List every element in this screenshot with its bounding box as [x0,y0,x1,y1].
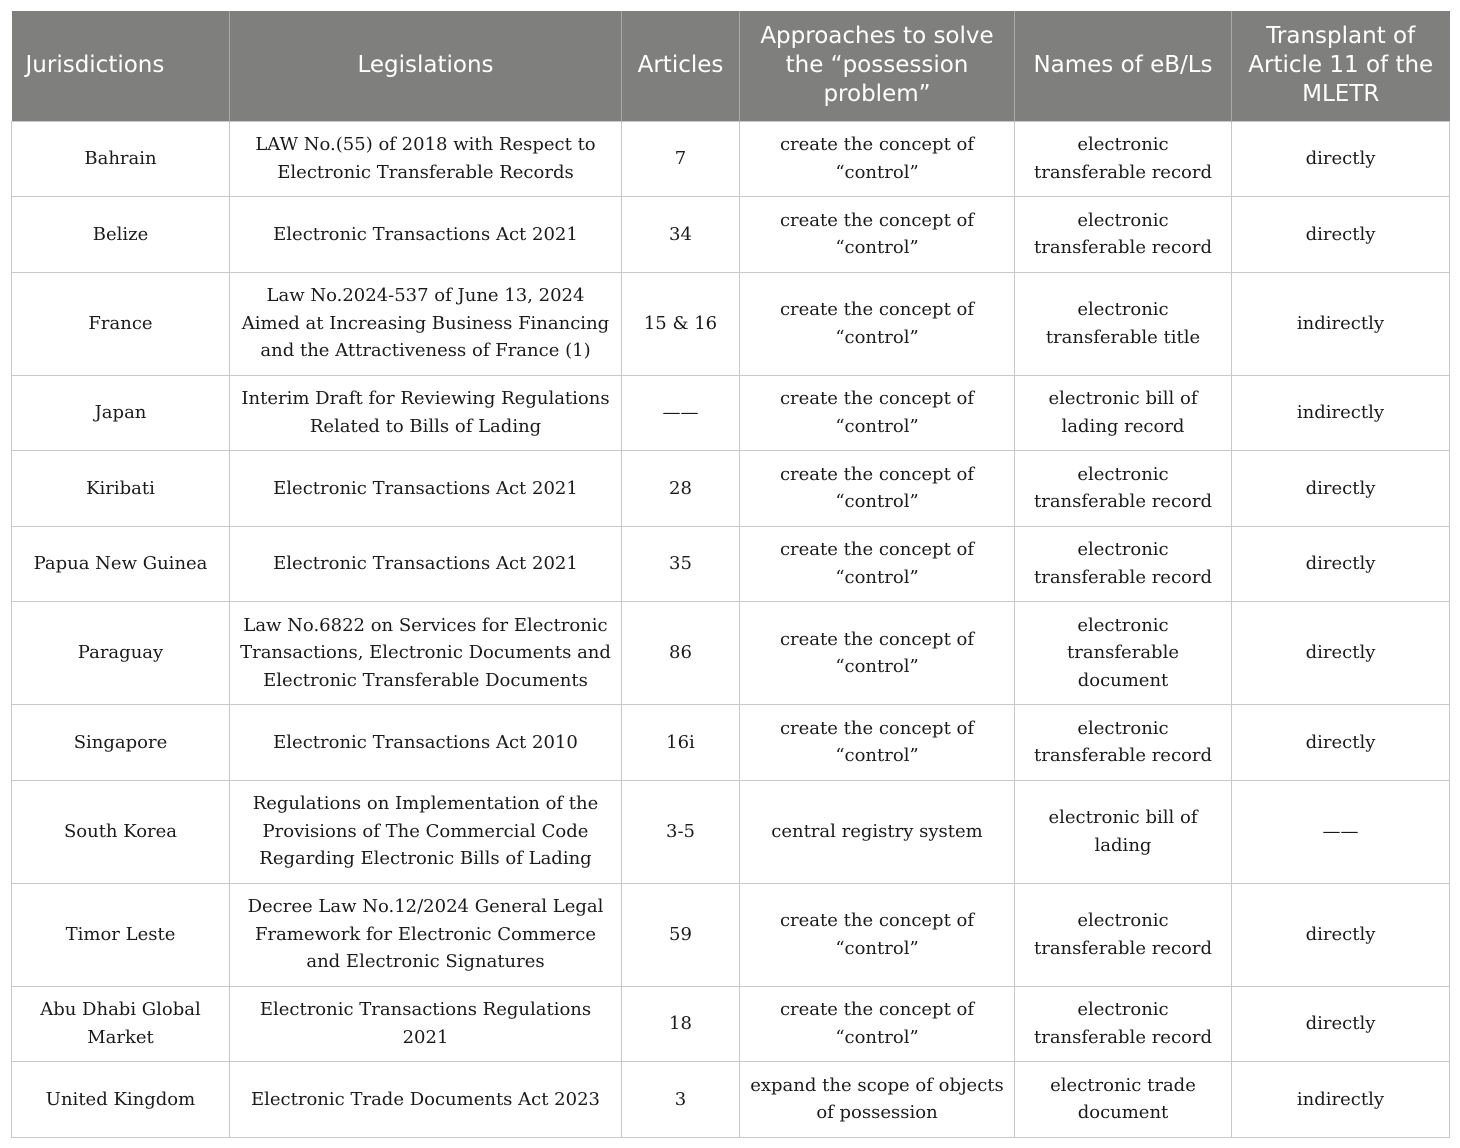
table-row [12,197,1450,273]
cell-transplant: directly [1232,121,1450,197]
cell-transplant: directly [1232,526,1450,602]
table-row [12,1062,1450,1138]
cell-legislation: Decree Law No.12/2024 General Legal Framework for Electronic Commerce and Electronic Signatures [230,883,622,986]
cell-approach: create the concept of “control” [740,272,1015,375]
table-row [12,526,1450,602]
cell-transplant: directly [1232,451,1450,527]
cell-name: electronic transferable record [1015,121,1232,197]
cell-jurisdiction: Belize [12,197,230,273]
cell-legislation: Electronic Transactions Act 2010 [230,705,622,781]
cell-jurisdiction: United Kingdom [12,1062,230,1138]
cell-articles: —— [622,375,740,451]
cell-legislation: Interim Draft for Reviewing Regulations Related to Bills of Lading [230,375,622,451]
cell-approach: create the concept of “control” [740,705,1015,781]
cell-approach: create the concept of “control” [740,451,1015,527]
table-row [12,121,1450,197]
cell-name: electronic bill of lading [1015,780,1232,883]
cell-jurisdiction: Bahrain [12,121,230,197]
cell-legislation: Electronic Transactions Act 2021 [230,526,622,602]
cell-transplant: directly [1232,883,1450,986]
cell-approach: create the concept of “control” [740,602,1015,705]
cell-jurisdiction: Paraguay [12,602,230,705]
header-approaches: Approaches to solve the “possession problem” [740,11,1015,121]
cell-transplant: directly [1232,197,1450,273]
cell-name: electronic transferable record [1015,986,1232,1062]
cell-articles: 86 [622,602,740,705]
cell-articles: 3 [622,1062,740,1138]
cell-name: electronic transferable document [1015,602,1232,705]
cell-jurisdiction: Abu Dhabi Global Market [12,986,230,1062]
cell-jurisdiction: South Korea [12,780,230,883]
cell-transplant: directly [1232,602,1450,705]
header-jurisdictions: Jurisdictions [12,11,230,121]
cell-articles: 16i [622,705,740,781]
cell-articles: 34 [622,197,740,273]
cell-transplant: indirectly [1232,375,1450,451]
cell-jurisdiction: Timor Leste [12,883,230,986]
cell-articles: 15 & 16 [622,272,740,375]
header-transplant: Transplant of Article 11 of the MLETR [1232,11,1450,121]
cell-articles: 35 [622,526,740,602]
cell-transplant: indirectly [1232,1062,1450,1138]
cell-name: electronic transferable record [1015,526,1232,602]
cell-approach: create the concept of “control” [740,121,1015,197]
cell-legislation: Electronic Transactions Act 2021 [230,451,622,527]
cell-jurisdiction: Papua New Guinea [12,526,230,602]
cell-legislation: Regulations on Implementation of the Provisions of The Commercial Code Regarding Electronic Bills of Lading [230,780,622,883]
cell-approach: create the concept of “control” [740,197,1015,273]
cell-name: electronic transferable record [1015,883,1232,986]
header-legislations: Legislations [230,11,622,121]
cell-legislation: Law No.2024-537 of June 13, 2024 Aimed at Increasing Business Financing and the Attractiveness of France (1) [230,272,622,375]
cell-legislation: LAW No.(55) of 2018 with Respect to Electronic Transferable Records [230,121,622,197]
cell-jurisdiction: Japan [12,375,230,451]
table-row [12,986,1450,1062]
table-row [12,602,1450,705]
cell-name: electronic trade document [1015,1062,1232,1138]
cell-name: electronic bill of lading record [1015,375,1232,451]
cell-articles: 7 [622,121,740,197]
cell-approach: create the concept of “control” [740,986,1015,1062]
cell-transplant: directly [1232,705,1450,781]
cell-jurisdiction: Singapore [12,705,230,781]
table-row [12,780,1450,883]
cell-legislation: Electronic Transactions Act 2021 [230,197,622,273]
table-row [12,272,1450,375]
table-row [12,705,1450,781]
header-articles: Articles [622,11,740,121]
cell-legislation: Law No.6822 on Services for Electronic Transactions, Electronic Documents and Electronic Transferable Documents [230,602,622,705]
cell-articles: 18 [622,986,740,1062]
cell-jurisdiction: Kiribati [12,451,230,527]
cell-legislation: Electronic Trade Documents Act 2023 [230,1062,622,1138]
cell-name: electronic transferable title [1015,272,1232,375]
legislation-table [11,11,1450,1138]
table-row [12,375,1450,451]
table-row [12,451,1450,527]
table-row [12,883,1450,986]
cell-articles: 3-5 [622,780,740,883]
cell-name: electronic transferable record [1015,197,1232,273]
header-names-of-ebls: Names of eB/Ls [1015,11,1232,121]
cell-transplant: directly [1232,986,1450,1062]
cell-name: electronic transferable record [1015,451,1232,527]
cell-legislation: Electronic Transactions Regulations 2021 [230,986,622,1062]
cell-approach: expand the scope of objects of possession [740,1062,1015,1138]
cell-approach: create the concept of “control” [740,883,1015,986]
cell-articles: 28 [622,451,740,527]
cell-articles: 59 [622,883,740,986]
cell-approach: central registry system [740,780,1015,883]
cell-jurisdiction: France [12,272,230,375]
cell-name: electronic transferable record [1015,705,1232,781]
cell-transplant: —— [1232,780,1450,883]
cell-transplant: indirectly [1232,272,1450,375]
cell-approach: create the concept of “control” [740,375,1015,451]
header-row [12,11,1450,121]
cell-approach: create the concept of “control” [740,526,1015,602]
